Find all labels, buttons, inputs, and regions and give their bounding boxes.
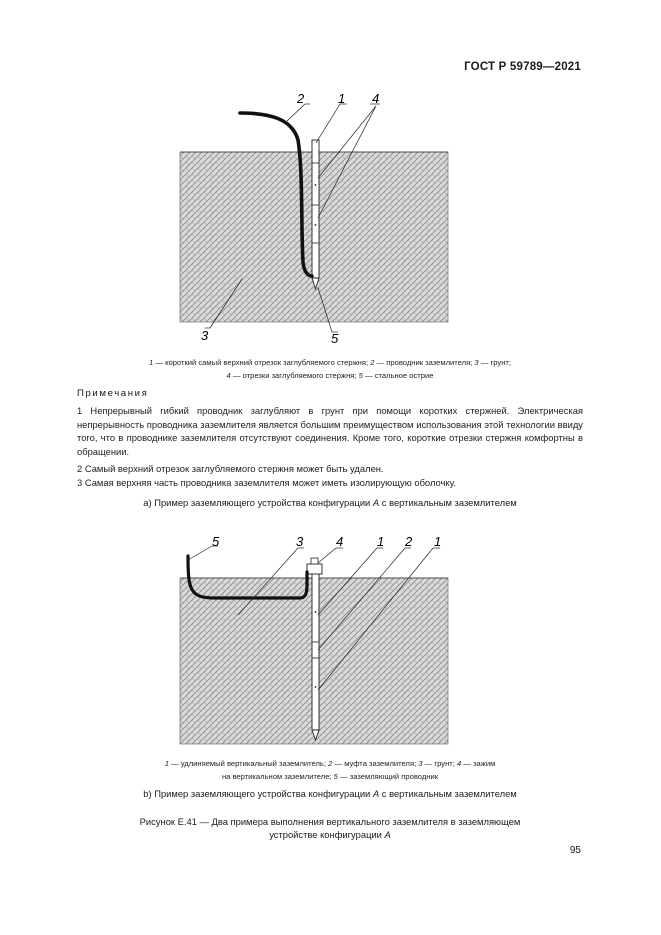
subcaption-a: a) Пример заземляющего устройства конфигурации А с вертикальным заземлителем xyxy=(143,497,517,508)
legend-a-text2: — проводник заземлителя; xyxy=(376,358,473,367)
subcaption-b: b) Пример заземляющего устройства конфигурации А с вертикальным заземлителем xyxy=(143,788,517,799)
label-b-3: 3 xyxy=(296,534,304,549)
legend-a-n2: 2 xyxy=(370,358,375,367)
note-1: 1 Непрерывный гибкий проводник заглубляют в грунт при помощи коротких стержней. Электрическая непрерывность проводника заземлителя является большим преимуществом использования этой технологии ввиду того, что в проводнике заземлителя отсутствуют соединения. Кроме того, короткие отрезки стержня комфортны в обращении. xyxy=(77,405,583,458)
label-a-3: 3 xyxy=(201,328,209,343)
clamp-b xyxy=(307,564,322,574)
legend-b-text5: на вертикальном заземлителе; xyxy=(221,772,332,781)
figure-a-legend xyxy=(95,356,565,382)
note-3: 3 Самая верхняя часть проводника заземлителя может иметь изолирующую оболочку. xyxy=(77,477,456,488)
legend-a-text4: — отрезки заглубляемого стержня; xyxy=(232,371,357,380)
label-b-1b: 1 xyxy=(434,534,442,549)
rod-b xyxy=(312,567,319,730)
legend-a-n4: 4 xyxy=(226,371,231,380)
legend-a-text3: — грунт; xyxy=(480,358,511,367)
label-b-4: 4 xyxy=(336,534,344,549)
legend-a-n1: 1 xyxy=(149,358,154,367)
rod-a xyxy=(312,140,319,278)
label-a-5: 5 xyxy=(331,331,339,346)
figure-a xyxy=(180,91,448,346)
legend-b-text2: — муфта заземлителя; xyxy=(334,759,417,768)
legend-b-text1: — удлиняемый вертикальный заземлитель; xyxy=(171,759,327,768)
note-2: 2 Самый верхний отрезок заглубляемого стержня может быть удален. xyxy=(77,463,384,474)
legend-b-text4: — зажим xyxy=(463,759,496,768)
figure-b-legend: 1 — удлиняемый вертикальный заземлитель; 2 — муфта заземлителя; 3 — грунт; 4 — зажим на вертикальном заземлителе; 5 — заземляющий проводник xyxy=(164,759,496,781)
document-id: ГОСТ Р 59789—2021 xyxy=(464,61,581,73)
page-number: 95 xyxy=(569,845,581,856)
legend-a-text5: — стальное острие xyxy=(364,371,434,380)
label-a-2: 2 xyxy=(297,91,305,106)
label-a-4: 4 xyxy=(372,91,380,106)
label-b-5: 5 xyxy=(212,534,220,549)
label-b-2: 2 xyxy=(405,534,413,549)
label-a-1: 1 xyxy=(338,91,346,106)
legend-a-text1: — короткий самый верхний отрезок заглубляемого стержня; xyxy=(155,358,369,367)
legend-a-n3: 3 xyxy=(474,358,479,367)
figure-b xyxy=(180,534,448,744)
label-b-1: 1 xyxy=(377,534,385,549)
legend-a-n5: 5 xyxy=(358,371,363,380)
legend-b-text3: — грунт; xyxy=(424,759,455,768)
figure-caption: Рисунок Е.41 — Два примера выполнения вертикального заземлителя в заземляющем устройстве конфигурации А xyxy=(139,816,521,840)
notes-title: Примечания xyxy=(77,388,149,399)
legend-b-text6: — заземляющий проводник xyxy=(340,772,439,781)
